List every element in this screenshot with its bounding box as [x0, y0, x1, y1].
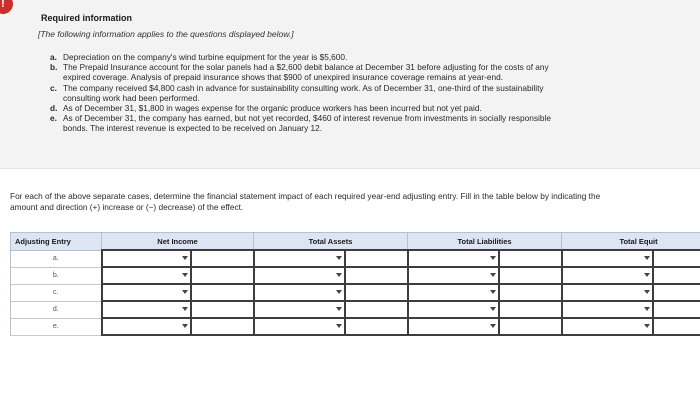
total-equity-amount-input[interactable]: [653, 250, 700, 267]
row-label: e.: [11, 318, 102, 335]
row-label: a.: [11, 250, 102, 267]
row-label: d.: [11, 301, 102, 318]
case-text: As of December 31, the company has earned, but not yet recorded, $460 of interest revenue from investments in socially responsible bonds. The interest revenue is expected to be received on January 12.: [63, 113, 551, 134]
column-header-total-equity: Total Equit: [562, 233, 700, 251]
table-row: [11, 284, 700, 301]
case-item: [50, 62, 578, 82]
case-label: a.: [50, 52, 57, 62]
total-assets-amount-input[interactable]: [345, 318, 408, 335]
total-equity-direction-select[interactable]: [562, 267, 653, 284]
impact-table: [10, 232, 700, 336]
total-assets-direction-select[interactable]: [254, 284, 345, 301]
net-income-amount-input[interactable]: [191, 318, 254, 335]
total-equity-direction-select[interactable]: [562, 318, 653, 335]
instructions-text: For each of the above separate cases, determine the financial statement impact of each required year-end adjusting entry. Fill in the table below by indicating the amount and direction (+) increase or (−) decrease) of the effect.: [10, 191, 601, 212]
total-liabilities-amount-input[interactable]: [499, 318, 562, 335]
total-equity-direction-select[interactable]: [562, 301, 653, 318]
net-income-amount-input[interactable]: [191, 301, 254, 318]
row-label: c.: [11, 284, 102, 301]
case-item: [50, 113, 578, 133]
total-assets-amount-input[interactable]: [345, 250, 408, 267]
total-equity-amount-input[interactable]: [653, 318, 700, 335]
net-income-amount-input[interactable]: [191, 284, 254, 301]
column-header-adjusting-entry: Adjusting Entry: [11, 233, 102, 251]
total-assets-amount-input[interactable]: [345, 284, 408, 301]
case-item: [50, 103, 578, 113]
table-row: [11, 250, 700, 267]
total-assets-direction-select[interactable]: [254, 301, 345, 318]
total-equity-direction-select[interactable]: [562, 284, 653, 301]
case-item: [50, 83, 578, 103]
required-information-subtitle: [The following information applies to the questions displayed below.]: [38, 29, 294, 39]
case-text: Depreciation on the company's wind turbine equipment for the year is $5,600.: [63, 52, 348, 62]
column-header-net-income: Net Income: [102, 233, 254, 251]
case-item: [50, 52, 578, 62]
total-liabilities-direction-select[interactable]: [408, 301, 499, 318]
total-equity-amount-input[interactable]: [653, 284, 700, 301]
total-liabilities-amount-input[interactable]: [499, 250, 562, 267]
total-liabilities-direction-select[interactable]: [408, 318, 499, 335]
alert-icon: !: [0, 0, 13, 14]
column-header-total-liabilities: Total Liabilities: [408, 233, 562, 251]
case-text: The Prepaid Insurance account for the solar panels had a $2,600 debit balance at December 31 before adjusting for the costs of any expired coverage. Analysis of prepaid insurance shows that $900 of unexpired insurance coverage remains at year-end.: [63, 62, 549, 83]
total-liabilities-direction-select[interactable]: [408, 284, 499, 301]
total-liabilities-amount-input[interactable]: [499, 267, 562, 284]
total-assets-amount-input[interactable]: [345, 267, 408, 284]
table-row: [11, 301, 700, 318]
net-income-amount-input[interactable]: [191, 267, 254, 284]
case-list: [50, 52, 578, 134]
case-text: The company received $4,800 cash in advance for sustainability consulting work. As of December 31, one-third of the sustainability consulting work had been performed.: [63, 82, 544, 103]
case-label: d.: [50, 103, 58, 114]
total-liabilities-direction-select[interactable]: [408, 267, 499, 284]
table-row: [11, 318, 700, 335]
net-income-direction-select[interactable]: [102, 250, 191, 267]
net-income-direction-select[interactable]: [102, 284, 191, 301]
net-income-direction-select[interactable]: [102, 301, 191, 318]
total-equity-amount-input[interactable]: [653, 267, 700, 284]
case-label: c.: [50, 82, 57, 93]
column-header-total-assets: Total Assets: [254, 233, 408, 251]
total-assets-direction-select[interactable]: [254, 267, 345, 284]
table-row: [11, 267, 700, 284]
required-information-panel: [0, 0, 700, 169]
total-assets-direction-select[interactable]: [254, 250, 345, 267]
total-liabilities-amount-input[interactable]: [499, 301, 562, 318]
case-text: As of December 31, $1,800 in wages expense for the organic produce workers has been incurred but not yet paid.: [63, 103, 482, 114]
required-information-title: Required information: [41, 13, 133, 23]
net-income-direction-select[interactable]: [102, 267, 191, 284]
total-liabilities-amount-input[interactable]: [499, 284, 562, 301]
total-assets-amount-input[interactable]: [345, 301, 408, 318]
total-equity-amount-input[interactable]: [653, 301, 700, 318]
total-assets-direction-select[interactable]: [254, 318, 345, 335]
net-income-amount-input[interactable]: [191, 250, 254, 267]
total-equity-direction-select[interactable]: [562, 250, 653, 267]
total-liabilities-direction-select[interactable]: [408, 250, 499, 267]
row-label: b.: [11, 267, 102, 284]
table-header-row: [11, 233, 700, 251]
case-label: b.: [50, 62, 58, 73]
net-income-direction-select[interactable]: [102, 318, 191, 335]
case-label: e.: [50, 113, 57, 124]
